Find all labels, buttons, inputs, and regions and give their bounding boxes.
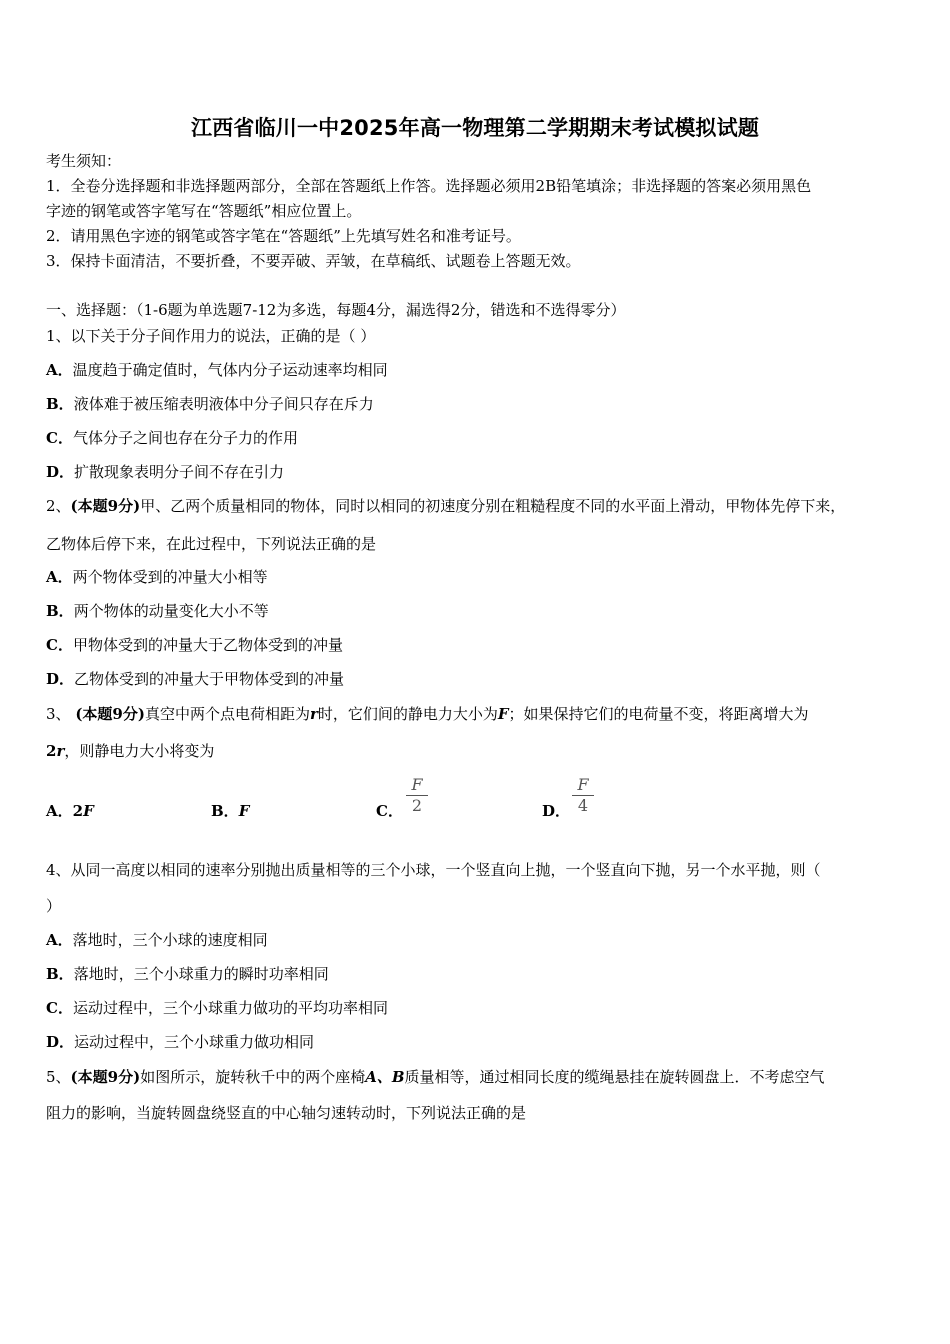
option-text: 气体分子之间也存在分子力的作用 <box>72 429 298 447</box>
fraction-numerator: F <box>577 775 589 794</box>
option-label: A． <box>46 931 73 949</box>
question-text: 真空中两个点电荷相距为 <box>144 705 310 723</box>
question-3-stem <box>46 704 916 724</box>
question-3-stem-cont <box>46 741 916 761</box>
question-score: (本题9分) <box>75 705 145 723</box>
q4-option-b <box>46 964 916 984</box>
variable-f: F <box>238 802 250 820</box>
question-number: 2、 <box>46 497 71 515</box>
option-text: 两个物体的动量变化大小不等 <box>73 602 269 620</box>
option-label: C． <box>376 802 403 820</box>
question-4-stem-cont: ） <box>46 897 62 915</box>
fraction-denominator: 4 <box>577 796 589 815</box>
question-2-stem <box>46 496 916 516</box>
option-label: B． <box>46 602 74 620</box>
variable-f: F <box>497 705 509 723</box>
option-text: 温度趋于确定值时，气体内分子运动速率均相同 <box>72 361 388 379</box>
question-2-stem-cont: 乙物体后停下来，在此过程中，下列说法正确的是 <box>46 535 377 553</box>
coefficient: 2 <box>72 802 84 820</box>
option-text: 运动过程中，三个小球重力做功相同 <box>74 1033 315 1051</box>
option-label: D． <box>46 1033 75 1051</box>
option-text: 运动过程中，三个小球重力做功的平均功率相同 <box>72 999 388 1017</box>
question-text: 甲、乙两个质量相同的物体，同时以相同的初速度分别在粗糙程度不同的水平面上滑动，甲物体先停下来， <box>140 497 846 515</box>
question-number: 3、 <box>46 705 76 723</box>
q3-option-c-label <box>376 801 403 821</box>
question-text: ，则静电力大小将变为 <box>64 742 215 760</box>
option-text: 扩散现象表明分子间不存在引力 <box>74 463 285 481</box>
option-text: 乙物体受到的冲量大于甲物体受到的冲量 <box>74 670 345 688</box>
option-label: D． <box>542 802 571 820</box>
q1-option-c <box>46 428 916 448</box>
option-label: C． <box>46 636 73 654</box>
variable-r: r <box>56 742 65 760</box>
section-heading: 一、选择题：（1-6题为单选题7-12为多选，每题4分，漏选得2分，错选和不选得零分） <box>46 301 626 319</box>
question-4-stem: 4、从同一高度以相同的速率分别抛出质量相等的三个小球，一个竖直向上抛，一个竖直向下抛，另一个水平抛，则（ <box>46 861 821 879</box>
option-text: 两个物体受到的冲量大小相等 <box>72 568 268 586</box>
q3-option-b <box>211 801 249 821</box>
q1-option-d <box>46 462 916 482</box>
q4-option-a <box>46 930 916 950</box>
question-number: 5、 <box>46 1068 71 1086</box>
notice-item: 2．请用黑色字迹的钢笔或答字笔在“答题纸”上先填写姓名和准考证号。 <box>46 227 521 245</box>
option-label: B． <box>46 965 74 983</box>
variable-ab: A、B <box>365 1068 405 1086</box>
question-1-stem: 1、以下关于分子间作用力的说法，正确的是（ ） <box>46 327 376 345</box>
option-text: 落地时，三个小球的速度相同 <box>72 931 268 949</box>
option-text: 液体难于被压缩表明液体中分子间只存在斥力 <box>73 395 374 413</box>
fraction-f-over-2 <box>406 776 428 815</box>
question-text: 时，它们间的静电力大小为 <box>317 705 498 723</box>
option-label: D． <box>46 670 75 688</box>
notice-item: 字迹的钢笔或答字笔写在“答题纸”相应位置上。 <box>46 202 362 220</box>
question-5-stem <box>46 1067 916 1087</box>
option-label: C． <box>46 429 73 447</box>
question-text: 如图所示，旋转秋千中的两个座椅 <box>140 1068 366 1086</box>
option-label: A． <box>46 361 73 379</box>
fraction-f-over-4 <box>572 776 594 815</box>
variable-f: F <box>83 802 94 820</box>
option-label: B． <box>46 395 74 413</box>
option-label: D． <box>46 463 75 481</box>
q1-option-b <box>46 394 916 414</box>
q2-option-a <box>46 567 916 587</box>
option-label: B． <box>211 802 239 820</box>
fraction-numerator: F <box>411 775 423 794</box>
q2-option-c <box>46 635 916 655</box>
option-label: A． <box>46 802 73 820</box>
notice-item: 1．全卷分选择题和非选择题两部分，全部在答题纸上作答。选择题必须用2B铅笔填涂；非选择题的答案必须用黑色 <box>46 177 812 195</box>
fraction-denominator: 2 <box>411 796 423 815</box>
q2-option-b <box>46 601 916 621</box>
option-label: A． <box>46 568 73 586</box>
option-label: C． <box>46 999 73 1017</box>
option-text: 落地时，三个小球重力的瞬时功率相同 <box>73 965 329 983</box>
question-score: (本题9分) <box>70 497 141 515</box>
q3-option-d-label <box>542 801 570 821</box>
notice-heading: 考生须知： <box>46 152 122 170</box>
question-5-stem-cont: 阻力的影响，当旋转圆盘绕竖直的中心轴匀速转动时，下列说法正确的是 <box>46 1104 527 1122</box>
option-text: 甲物体受到的冲量大于乙物体受到的冲量 <box>72 636 343 654</box>
question-score: (本题9分) <box>70 1068 141 1086</box>
question-text: ；如果保持它们的电荷量不变，将距离增大为 <box>508 705 809 723</box>
page-title: 江西省临川一中2025年高一物理第二学期期末考试模拟试题 <box>190 116 760 140</box>
notice-item: 3．保持卡面清洁，不要折叠，不要弄破、弄皱，在草稿纸、试题卷上答题无效。 <box>46 252 581 270</box>
q3-option-a <box>46 801 94 821</box>
q4-option-c <box>46 998 916 1018</box>
q1-option-a <box>46 360 916 380</box>
variable-r: r <box>309 705 318 723</box>
coefficient: 2 <box>46 742 57 760</box>
q4-option-d <box>46 1032 916 1052</box>
question-text: 质量相等，通过相同长度的缆绳悬挂在旋转圆盘上．不考虑空气 <box>404 1068 825 1086</box>
q2-option-d <box>46 669 916 689</box>
